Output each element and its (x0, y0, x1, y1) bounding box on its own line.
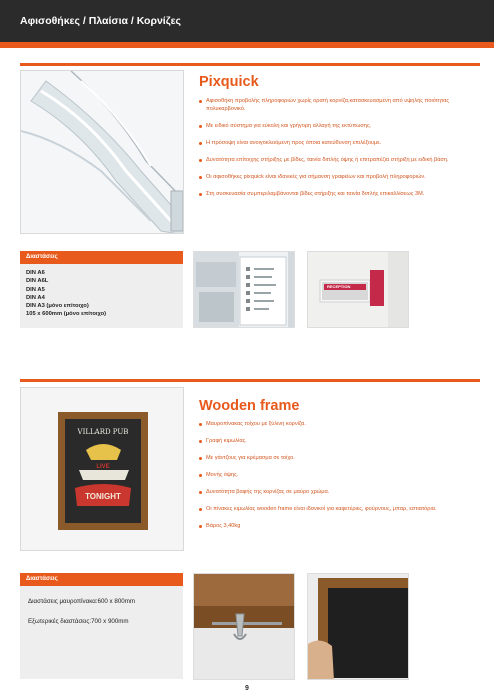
chalkboard-line1: LIVE (96, 464, 110, 470)
pixquick-office-photo (193, 251, 295, 328)
chalkboard-title: VILLARD PUB (77, 428, 129, 436)
wooden-frame-corner-photo (307, 573, 409, 680)
wooden-features-list (199, 420, 479, 539)
wooden-title: Wooden frame (199, 398, 300, 414)
pixquick-features-list (199, 97, 479, 207)
dimensions-label: Διαστάσεις (26, 576, 58, 582)
list-item: Στη συσκευασία συμπεριλαμβάνονται βίδες στήριξης και ταινία διπλής επικαλλίσεως 3M. (199, 190, 479, 198)
pixquick-title: Pixquick (199, 74, 259, 90)
page-header (0, 0, 494, 42)
dimension-item: DIN A6L (26, 278, 49, 285)
page-number: 9 (245, 685, 249, 692)
reception-sign-text: RECEPTION (327, 284, 351, 289)
dimension-item: Εξωτερικές διαστάσεις:700 x 900mm (28, 618, 129, 626)
wooden-section-rule (20, 379, 480, 382)
pixquick-product-photo (20, 70, 184, 234)
dimension-item: Διαστάσεις μαυροπίνακα:600 x 800mm (28, 598, 136, 605)
list-item: Μονής όψης. (199, 471, 479, 479)
dimension-item: DIN A6 (26, 270, 45, 276)
list-item: Βάρος 3,40kg (199, 522, 479, 530)
list-item: Δυνατότητα βαφής της κορνίζας σε μαύρο χρώμα. (199, 488, 479, 496)
wooden-hook-photo (193, 573, 295, 680)
list-item: Αφισοθήκη προβολής πληροφοριών χωρίς ορατή κορνίζα,κατασκευασμένη από υψηλής ποιότητας πολυκαρβονικό. (199, 97, 479, 113)
pixquick-dimensions-box (20, 264, 183, 328)
list-item: Οι πίνακες κιμωλίας wooden frame είναι ιδανικοί για καφετέριες, φούρνους, μπαρ, εστιατόρια. (199, 505, 479, 513)
list-item: Η πρόσοψη είναι ανοιγοκλειόμενη προς όποια κατεύθυνση επιλέξουμε. (199, 139, 479, 147)
list-item: Οι αφισοθήκες pixquick είναι ιδανικές για σήμανση γραφείων και προβολή πληροφοριών. (199, 173, 479, 181)
list-item: Με γάντζους για κρέμασμα σε τοίχο. (199, 454, 479, 462)
dimension-item: DIN A5 (26, 286, 45, 293)
list-item: Γραφή κιμωλίας. (199, 437, 479, 445)
list-item: Μαυροπίνακας τοίχου με ξύλινη κορνίζα. (199, 420, 479, 428)
chalkboard-line2: TONIGHT (85, 492, 121, 501)
dimension-item: DIN A4 (26, 294, 45, 301)
list-item: Με ειδικό σύστημα για εύκολη και γρήγορη αλλαγή της εκτύπωσης. (199, 122, 479, 130)
pixquick-reception-photo (307, 251, 409, 328)
dimension-item: DIN A3 (μόνο επίτοιχο) (26, 303, 89, 310)
pixquick-dimensions-header (20, 251, 183, 264)
acrylic-holder-illustration (21, 71, 184, 234)
list-item: Δυνατότητα επίτοιχης στήριξης με βίδες, ταινία διπλής όψης ή επιτραπέζια στήριξη με ειδική βάση. (199, 156, 479, 164)
wooden-dimensions-header (20, 573, 183, 586)
dimensions-label: Διαστάσεις (26, 254, 58, 260)
header-accent-stripe (0, 42, 494, 48)
wooden-dimensions-box (20, 586, 183, 679)
dimension-item: 105 x 600mm (μόνο επίτοιχο) (26, 311, 107, 318)
wooden-product-photo (20, 387, 184, 551)
pixquick-section-rule (20, 63, 480, 66)
page-header-title: Αφισοθήκες / Πλαίσια / Κορνίζες (20, 15, 182, 27)
